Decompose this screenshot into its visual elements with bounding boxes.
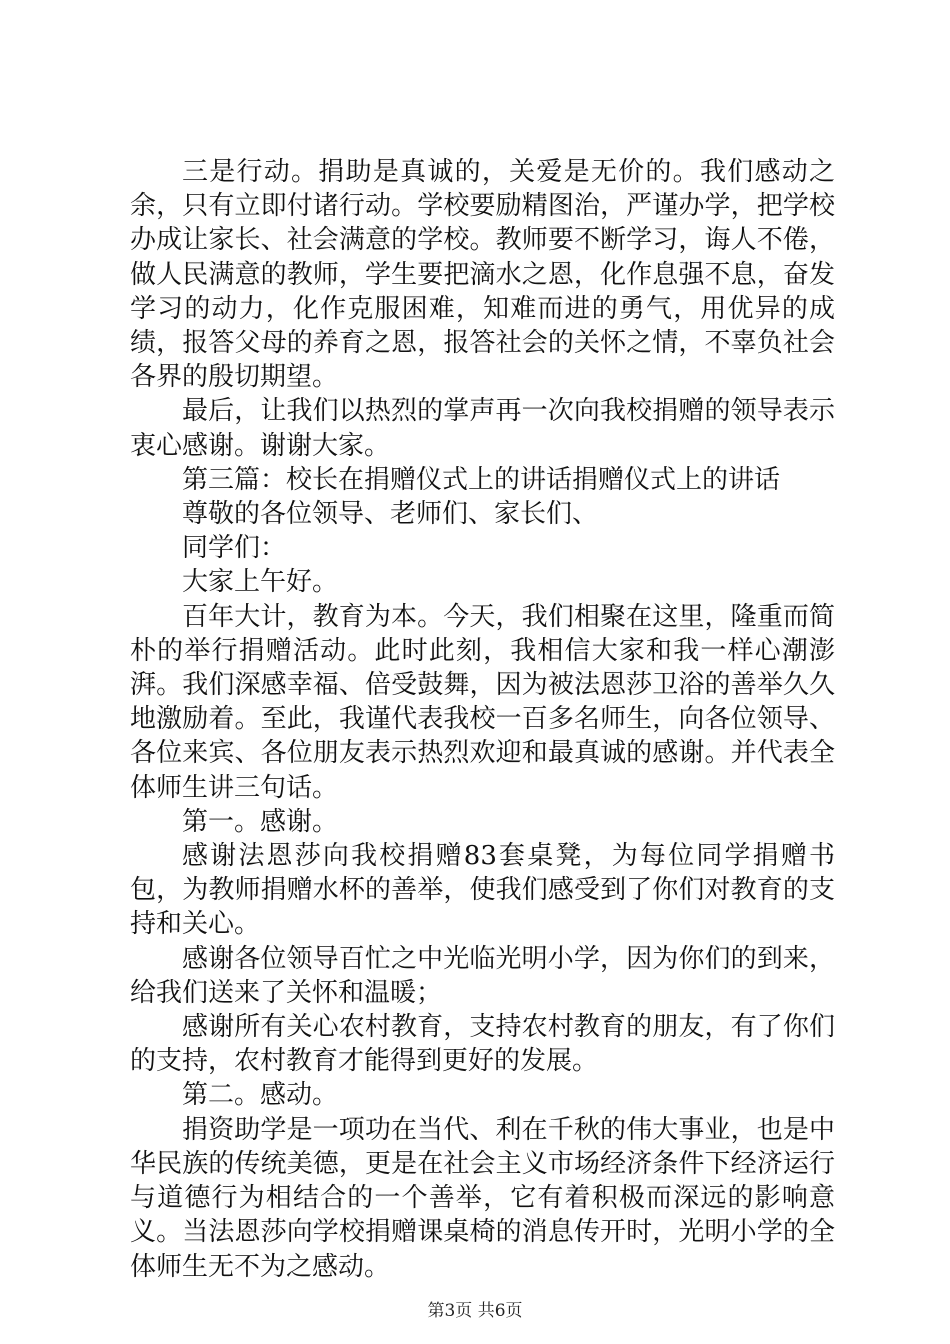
point-one-heading: 第一。感谢。	[182, 806, 339, 837]
salutation-continued: 同学们：	[182, 533, 287, 564]
paragraph-introduction: 百年大计，教育为本。今天，我们相聚在这里，隆重而简朴的举行捐赠活动。此时此刻，我相信大家和我一样心潮澎湃。我们深感幸福、倍受鼓舞，因为被法恩莎卫浴的善举久久地激励着。至此，我谨代表我校一百多名师生，向各位领导、各位来宾、各位朋友表示热烈欢迎和最真诚的感谢。并代表全体师生讲三句话。	[130, 601, 835, 803]
paragraph-moved: 捐资助学是一项功在当代、利在千秋的伟大事业，也是中华民族的传统美德，更是在社会主义市场经济条件下经济运行与道德行为相结合的一个善举，它有着积极而深远的影响意义。当法恩莎向学校捐赠课桌椅的消息传开时，光明小学的全体师生无不为之感动。	[130, 1114, 835, 1282]
salutation: 尊敬的各位领导、老师们、家长们、	[182, 499, 599, 530]
paragraph-action: 三是行动。捐助是真诚的，关爱是无价的。我们感动之余，只有立即付诸行动。学校要励精图治，严谨办学，把学校办成让家长、社会满意的学校。教师要不断学习，诲人不倦，做人民满意的教师，学生要把滴水之恩，化作息强不息，奋发学习的动力，化作克服困难，知难而进的勇气，用优异的成绩，报答父母的养育之恩，报答社会的关怀之情，不辜负社会各界的殷切期望。	[130, 157, 835, 393]
paragraph-thanks-leaders: 感谢各位领导百忙之中光临光明小学，因为你们的到来，给我们送来了关怀和温暖；	[130, 943, 835, 1008]
greeting: 大家上午好。	[182, 567, 339, 598]
page-number-footer: 第3页 共6页	[427, 1301, 523, 1321]
point-two-heading: 第二。感动。	[182, 1080, 339, 1111]
paragraph-thanks-donation: 感谢法恩莎向我校捐赠83套桌凳，为每位同学捐赠书包，为教师捐赠水杯的善举，使我们感受到了你们对教育的支持和关心。	[130, 841, 835, 940]
section-heading: 第三篇：校长在捐赠仪式上的讲话捐赠仪式上的讲话	[182, 464, 781, 495]
paragraph-closing-thanks: 最后，让我们以热烈的掌声再一次向我校捐赠的领导表示衷心感谢。谢谢大家。	[130, 396, 835, 461]
document-body	[130, 155, 835, 1284]
paragraph-thanks-friends: 感谢所有关心农村教育，支持农村教育的朋友，有了你们的支持，农村教育才能得到更好的发展。	[130, 1012, 835, 1077]
